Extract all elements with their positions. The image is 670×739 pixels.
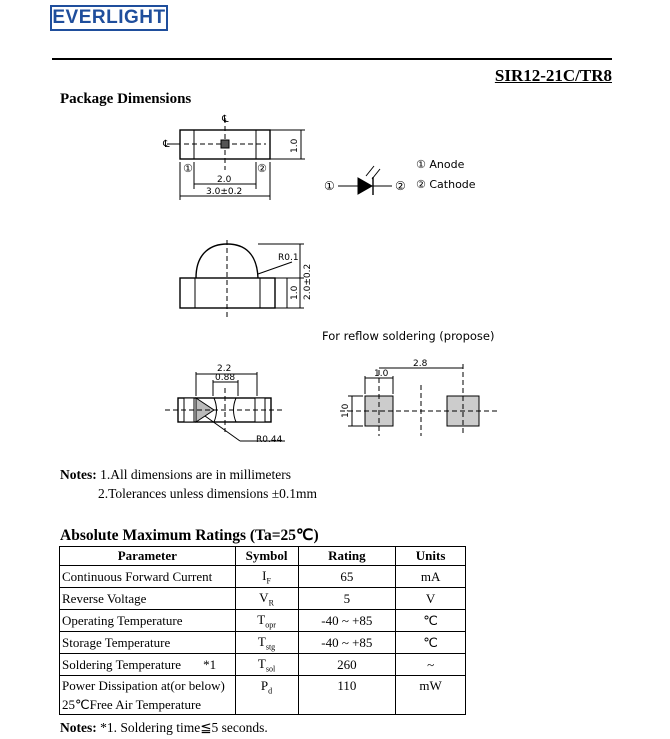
package-dimensions-title: Package Dimensions	[60, 91, 192, 107]
ratings-title: Absolute Maximum Ratings (Ta=25℃)	[60, 527, 319, 544]
dim-1-0-top: 1.0	[290, 138, 300, 153]
dim-1-0-side: 1.0	[290, 285, 300, 300]
param-cell: Operating Temperature	[60, 610, 236, 632]
symbol-cell: $V_R$	[235, 588, 298, 610]
unit-cell: ℃	[396, 610, 466, 632]
footer-note-text: *1. Soldering time≦5 seconds.	[100, 720, 268, 735]
notes-label: Notes:	[60, 467, 97, 482]
symbol-cell: $T_{sol}$	[235, 654, 298, 676]
table-row	[60, 654, 466, 676]
anode-label: ① Anode	[416, 158, 465, 171]
dim-2-2: 2.2	[217, 364, 232, 374]
rating-cell: 260	[298, 654, 396, 676]
dim-r0-1: R0.1	[278, 253, 299, 263]
dim-1-0-pad-h: 1.0	[341, 403, 351, 418]
param-cell: Soldering Temperature *1	[60, 654, 236, 676]
unit-cell: mW	[396, 676, 466, 715]
footnote-marker: *1	[203, 656, 217, 672]
diode-pin1-symbol: ①	[324, 179, 335, 193]
header-units: Units	[396, 547, 466, 566]
table-row	[60, 610, 466, 632]
centerline-mark-top: ℄	[222, 114, 229, 125]
symbol-cell: $T_{opr}$	[235, 610, 298, 632]
footer-notes-label: Notes:	[60, 720, 97, 735]
header-rating: Rating	[298, 547, 396, 566]
rating-cell: 5	[298, 588, 396, 610]
header-symbol: Symbol	[235, 547, 298, 566]
symbol-cell: $I_F$	[235, 566, 298, 588]
footer-note	[60, 720, 268, 736]
centerline-mark: ℄	[163, 139, 170, 150]
diode-symbol	[338, 166, 392, 195]
diode-pin2-symbol: ②	[395, 179, 406, 193]
reflow-note: For reflow soldering (propose)	[322, 329, 495, 343]
dim-1-0-pad: 1.0	[374, 369, 389, 379]
param-cell: Reverse Voltage	[60, 588, 236, 610]
dim-2-0-tol: 2.0±0.2	[303, 263, 313, 300]
unit-cell: ~	[396, 654, 466, 676]
dim-0-88: 0.88	[215, 373, 236, 383]
rating-cell: -40 ~ +85	[298, 632, 396, 654]
rating-cell: 65	[298, 566, 396, 588]
dim-2-0: 2.0	[217, 175, 232, 185]
part-number: SIR12-21C/TR8	[494, 66, 612, 85]
dim-r0-44: R0.44	[256, 435, 283, 445]
dim-3-0-tol: 3.0±0.2	[206, 187, 243, 197]
notes-block	[60, 465, 317, 503]
table-row	[60, 566, 466, 588]
table-header-row	[60, 547, 466, 566]
note-1: 1.All dimensions are in millimeters	[100, 467, 291, 482]
note-2: 2.Tolerances unless dimensions ±0.1mm	[98, 486, 318, 501]
symbol-cell: $P_d$	[235, 676, 298, 715]
header-parameter: Parameter	[60, 547, 236, 566]
side-view	[180, 240, 304, 318]
param-cell: Power Dissipation at(or below) 25℃Free Air Temperature	[60, 676, 236, 715]
unit-cell: V	[396, 588, 466, 610]
reflow-pad-layout	[340, 364, 500, 436]
symbol-cell: $T_{stg}$	[235, 632, 298, 654]
pin2-label: ②	[257, 162, 267, 175]
param-cell: Storage Temperature	[60, 632, 236, 654]
pin1-label: ①	[183, 162, 193, 175]
table-row	[60, 588, 466, 610]
everlight-logo: EVERLIGHT	[50, 5, 168, 31]
unit-cell: ℃	[396, 632, 466, 654]
param-cell: Continuous Forward Current	[60, 566, 236, 588]
dim-2-8: 2.8	[413, 359, 428, 369]
rating-cell: -40 ~ +85	[298, 610, 396, 632]
rating-cell: 110	[298, 676, 396, 715]
unit-cell: mA	[396, 566, 466, 588]
ratings-table	[59, 546, 466, 715]
cathode-label: ② Cathode	[416, 178, 476, 191]
table-row	[60, 676, 466, 715]
table-row	[60, 632, 466, 654]
